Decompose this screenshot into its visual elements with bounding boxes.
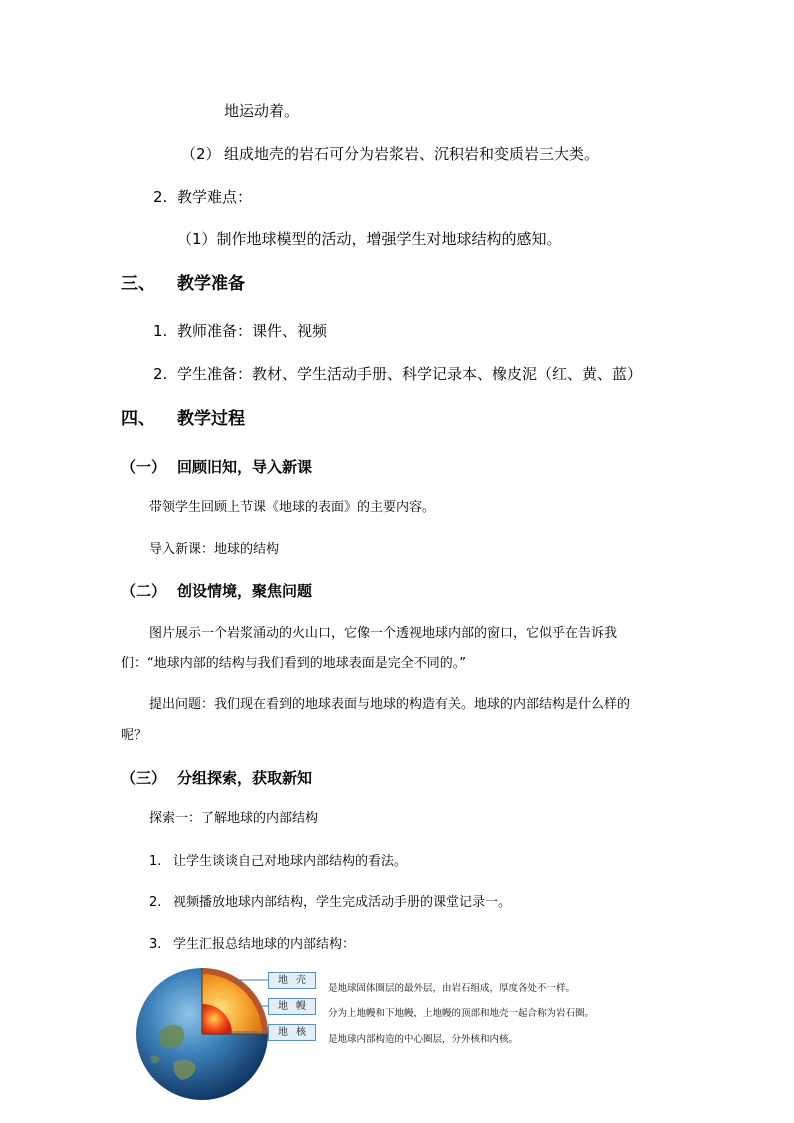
label-mantle: 地幔 [268, 998, 316, 1015]
subsection-title: 创设情境，聚焦问题 [177, 582, 313, 600]
list-text: 教师准备：课件、视频 [177, 322, 328, 340]
paragraph: 们：“地球内部的结构与我们看到的地球表面是完全不同的。” [121, 656, 466, 671]
paragraph: 提出问题：我们现在看到的地球表面与地球的构造有关。地球的内部结构是什么样的 [149, 697, 631, 712]
list-text: （1）制作地球模型的活动，增强学生对地球结构的感知。 [177, 230, 562, 248]
list-text: 让学生谈谈自己对地球内部结构的看法。 [173, 854, 408, 869]
earth-structure-diagram [130, 962, 650, 1112]
list-number: 2. [153, 188, 168, 206]
list-text: 视频播放地球内部结构，学生完成活动手册的课堂记录一。 [173, 895, 512, 910]
desc-mantle: 分为上地幔和下地幔，上地幔的顶部和地壳一起合称为岩石圈。 [328, 1008, 595, 1019]
list-text: 组成地壳的岩石可分为岩浆岩、沉积岩和变质岩三大类。 [224, 145, 600, 163]
label-core: 地核 [268, 1024, 316, 1041]
paragraph: 导入新课：地球的结构 [149, 542, 280, 557]
subsection-number: （二） [121, 582, 167, 600]
list-number: 1. [149, 854, 162, 869]
paragraph: 带领学生回顾上节课《地球的表面》的主要内容。 [149, 500, 436, 515]
section-number: 四、 [121, 409, 155, 429]
subsection-title: 回顾旧知，导入新课 [177, 458, 313, 476]
list-text: 教学难点： [177, 188, 253, 206]
section-title: 教学准备 [177, 274, 245, 294]
subsection-number: （一） [121, 458, 167, 476]
paragraph: 图片展示一个岩浆涌动的火山口，它像一个透视地球内部的窗口，它似乎在告诉我 [149, 626, 618, 641]
list-number: （2） [181, 145, 221, 163]
list-number: 1. [153, 322, 168, 340]
label-crust: 地壳 [268, 972, 316, 989]
subsection-title: 分组探索，获取新知 [177, 769, 313, 787]
subsection-number: （三） [121, 769, 167, 787]
section-number: 三、 [121, 274, 155, 294]
paragraph: 探索一：了解地球的内部结构 [149, 811, 319, 826]
list-number: 2. [149, 895, 162, 910]
desc-core: 是地球内部构造的中心圈层，分外核和内核。 [328, 1034, 519, 1045]
paragraph: 呢？ [121, 728, 148, 743]
list-number: 2. [153, 365, 168, 383]
list-number: 3. [149, 937, 162, 952]
section-title: 教学过程 [177, 409, 245, 429]
continued-line: 地运动着。 [224, 102, 300, 120]
list-text: 学生汇报总结地球的内部结构： [173, 937, 356, 952]
desc-crust: 是地球固体圈层的最外层，由岩石组成，厚度各处不一样。 [328, 983, 576, 994]
list-text: 学生准备：教材、学生活动手册、科学记录本、橡皮泥（红、黄、蓝） [177, 365, 643, 383]
